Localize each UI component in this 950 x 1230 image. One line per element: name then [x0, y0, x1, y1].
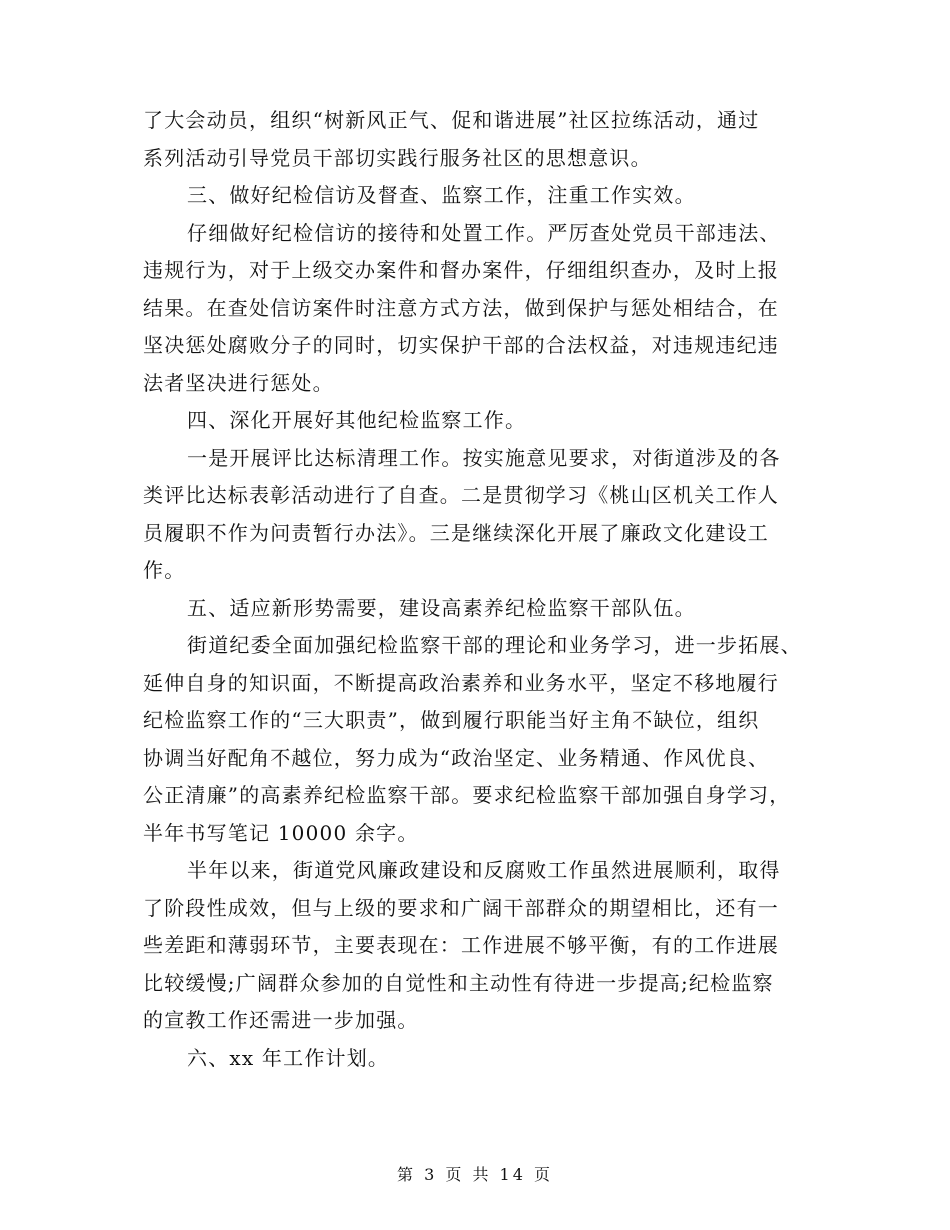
- text-line: 了大会动员，组织“树新风正气、促和谐进展”社区拉练活动，通过: [143, 108, 760, 132]
- text-line: 比较缓慢;广阔群众参加的自觉性和主动性有待进一步提高;纪检监察: [143, 970, 774, 995]
- text-line: 结果。在查处信访案件时注意方式方法，做到保护与惩处相结合，在: [143, 295, 779, 320]
- text-line: 延伸自身的知识面，不断提高政治素养和业务水平，坚定不移地履行: [143, 670, 779, 695]
- page-footer: 第 3 页 共 14 页: [397, 1165, 553, 1184]
- text-line: 仔细做好纪检信访的接待和处置工作。严厉查处党员干部违法、: [187, 220, 781, 245]
- text-line: 系列活动引导党员干部切实践行服务社区的思想意识。: [143, 145, 652, 170]
- text-line: 六、xx 年工作计划。: [187, 1045, 390, 1070]
- document-body: [143, 102, 823, 1077]
- text-line: 法者坚决进行惩处。: [143, 370, 334, 395]
- text-line: 类评比达标表彰活动进行了自查。二是贯彻学习《桃山区机关工作人: [143, 483, 779, 507]
- text-line: 街道纪委全面加强纪检监察干部的理论和业务学习，进一步拓展、: [187, 633, 802, 657]
- text-line: 半年以来，街道党风廉政建设和反腐败工作虽然进展顺利，取得: [187, 858, 781, 882]
- text-line: 了阶段性成效，但与上级的要求和广阔干部群众的期望相比，还有一: [143, 895, 779, 920]
- text-line: 些差距和薄弱环节，主要表现在：工作进展不够平衡，有的工作进展: [143, 933, 779, 957]
- text-line: 违规行为，对于上级交办案件和督办案件，仔细组织查办，及时上报: [143, 258, 779, 282]
- text-line: 五、适应新形势需要，建设高素养纪检监察干部队伍。: [187, 595, 696, 620]
- text-line: 一是开展评比达标清理工作。按实施意见要求，对街道涉及的各: [187, 445, 781, 470]
- text-line: 作。: [143, 558, 186, 582]
- text-line: 员履职不作为问责暂行办法》。三是继续深化开展了廉政文化建设工: [143, 520, 769, 545]
- text-line: 协调当好配角不越位，努力成为“政治坚定、业务精通、作风优良、: [143, 745, 770, 770]
- text-line: 半年书写笔记 10000 余字。: [143, 820, 419, 845]
- text-line: 公正清廉”的高素养纪检监察干部。要求纪检监察干部加强自身学习，: [143, 783, 791, 807]
- text-line: 三、做好纪检信访及督查、监察工作，注重工作实效。: [187, 183, 696, 207]
- text-line: 四、深化开展好其他纪检监察工作。: [187, 408, 527, 432]
- text-line: 的宣教工作还需进一步加强。: [143, 1008, 419, 1032]
- text-line: 坚决惩处腐败分子的同时，切实保护干部的合法权益，对违规违纪违: [143, 333, 779, 357]
- text-line: 纪检监察工作的“三大职责”，做到履行职能当好主角不缺位，组织: [143, 708, 760, 732]
